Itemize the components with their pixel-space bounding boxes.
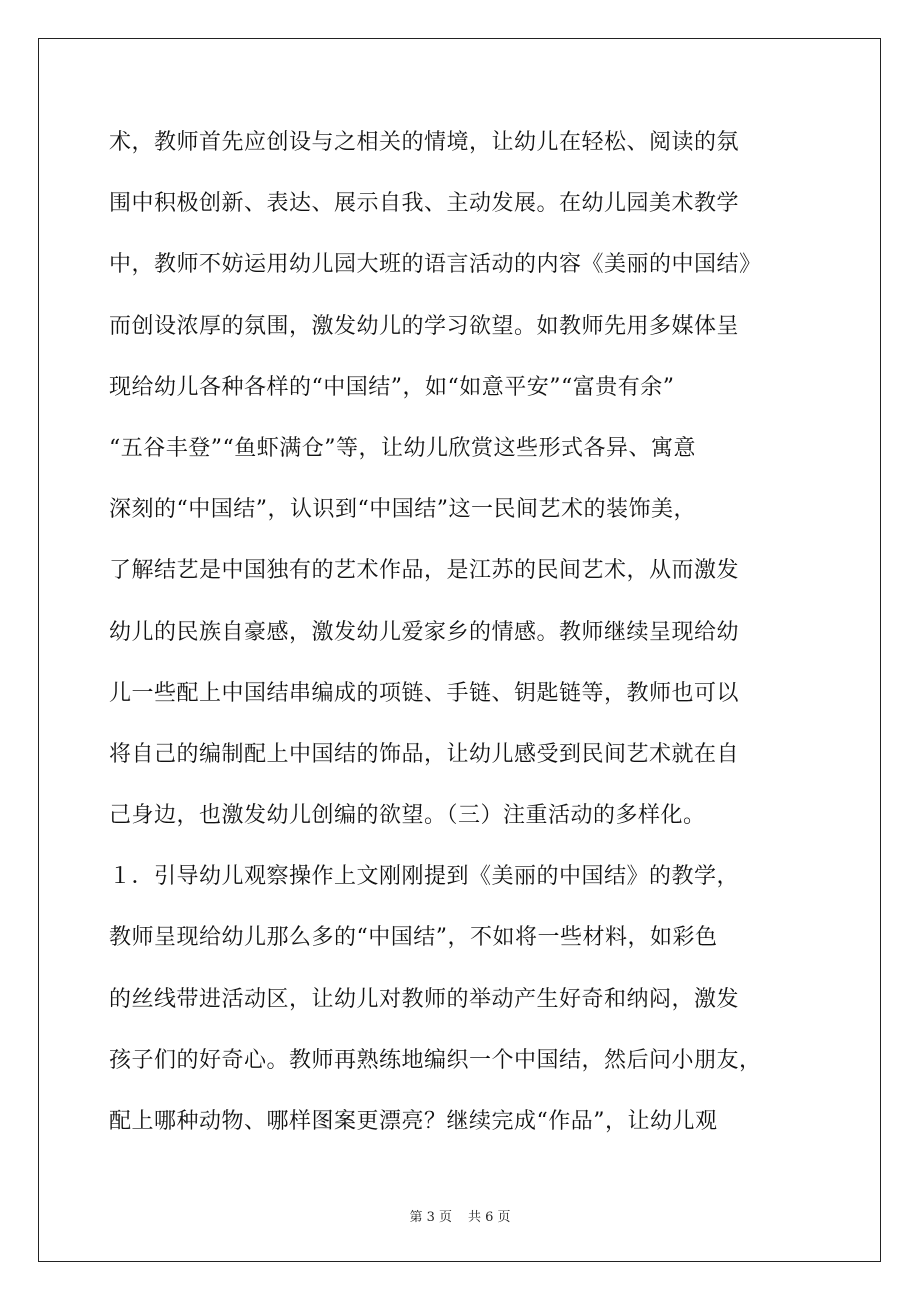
text-line: 围中积极创新、表达、展示自我、主动发展。在幼儿园美术教学 [109, 191, 740, 217]
text-line: 深刻的“中国结”，认识到“中国结”这一民间艺术的装饰美， [109, 497, 696, 523]
page-total: 共 6 页 [468, 1210, 511, 1225]
document-body [109, 112, 829, 1152]
text-line: １．引导幼儿观察操作上文刚刚提到《美丽的中国结》的教学， [109, 864, 740, 890]
text-line: 教师呈现给幼儿那么多的“中国结”，不如将一些材料，如彩色 [109, 925, 718, 951]
text-line: 孩子们的好奇心。教师再熟练地编织一个中国结，然后问小朋友， [109, 1047, 762, 1073]
page-footer [0, 1206, 920, 1225]
text-line: 中，教师不妨运用幼儿园大班的语言活动的内容《美丽的中国结》 [109, 252, 762, 278]
text-line: 了解结艺是中国独有的艺术作品，是江苏的民间艺术，从而激发 [109, 558, 740, 584]
text-line: 将自己的编制配上中国结的饰品，让幼儿感受到民间艺术就在自 [109, 741, 740, 767]
text-line: 而创设浓厚的氛围，激发幼儿的学习欲望。如教师先用多媒体呈 [109, 313, 740, 339]
text-line: 现给幼儿各种各样的“中国结”，如“如意平安”“富贵有余” [109, 374, 675, 400]
text-line: 己身边，也激发幼儿创编的欲望。（三）注重活动的多样化。 [109, 803, 706, 829]
text-line: 儿一些配上中国结串编成的项链、手链、钥匙链等，教师也可以 [109, 680, 740, 706]
page-number: 第 3 页 [409, 1210, 452, 1225]
text-line: 幼儿的民族自豪感，激发幼儿爱家乡的情感。教师继续呈现给幼 [109, 619, 740, 645]
text-line: 的丝线带进活动区，让幼儿对教师的举动产生好奇和纳闷，激发 [109, 986, 740, 1012]
text-line: 术，教师首先应创设与之相关的情境，让幼儿在轻松、阅读的氛 [109, 130, 740, 155]
text-line: 配上哪种动物、哪样图案更漂亮？继续完成“作品”，让幼儿观 [109, 1109, 718, 1134]
text-line: “五谷丰登”“鱼虾满仓”等，让幼儿欣赏这些形式各异、寓意 [109, 435, 696, 461]
